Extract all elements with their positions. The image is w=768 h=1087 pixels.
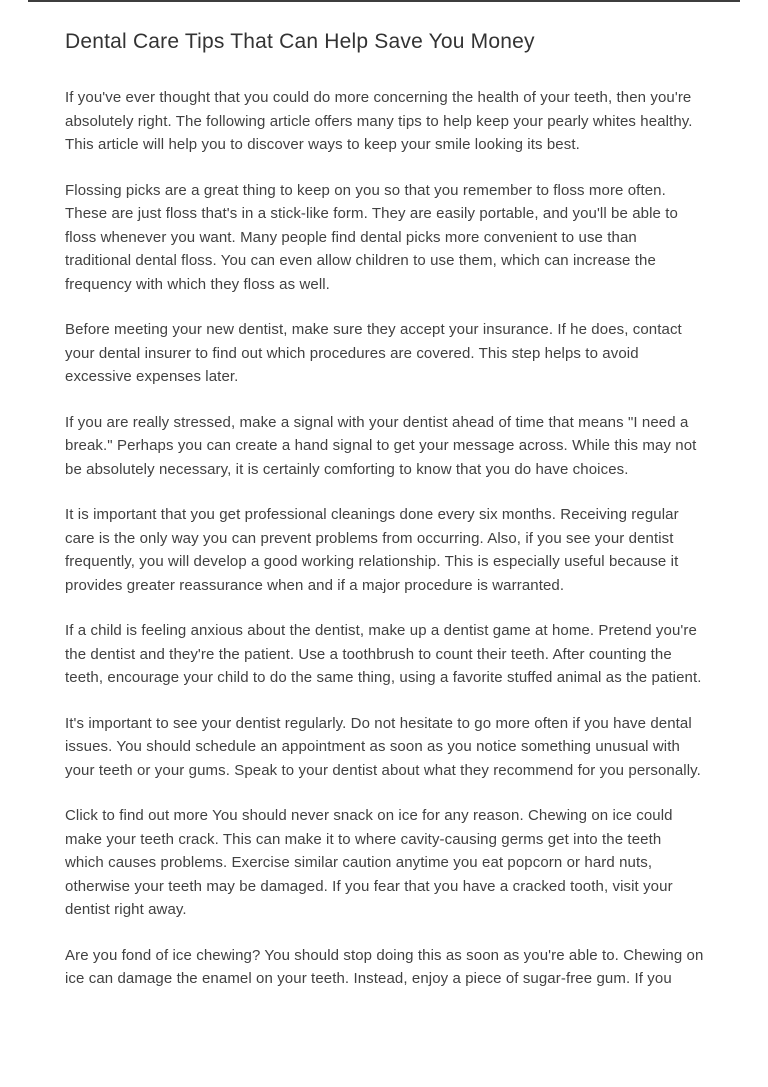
paragraph-9: Are you fond of ice chewing? You should stop doing this as soon as you're able to. Chewing on ice can damage the enamel on your teeth. Instead, enjoy a piece of sugar-free gum. If you: [65, 946, 704, 987]
paragraph-5: It is important that you get professional cleanings done every six months. Receiving regular care is the only way you can prevent problems from occurring. Also, if you see your dentist frequently, you will develop a good working relationship. This is especially useful because it provides greater reassurance when and if a major procedure is warranted.: [65, 506, 679, 594]
paragraph-4: If you are really stressed, make a signal with your dentist ahead of time that means "I need a break." Perhaps you can create a hand signal to get your message across. While this may not be absolutely necessary, it is certainly comforting to know that you do have choices.: [65, 413, 697, 478]
paragraph-1: If you've ever thought that you could do more concerning the health of your teeth, then you're absolutely right. The following article offers many tips to help keep your pearly whites healthy. This article will help you to discover ways to keep your smile looking its best.: [65, 89, 693, 153]
paragraph-6: If a child is feeling anxious about the dentist, make up a dentist game at home. Pretend you're the dentist and they're the patient. Use a toothbrush to count their teeth. After counting the teeth, encourage your child to do the same thing, using a favorite stuffed animal as the patient.: [65, 622, 702, 686]
top-border-line: [28, 0, 740, 2]
paragraph-8: Click to find out more You should never snack on ice for any reason. Chewing on ice could make your teeth crack. This can make it to where cavity-causing germs get into the teeth which causes problems. Exercise similar caution anytime you eat popcorn or hard nuts, otherwise your teeth may be damaged. If you fear that you have a cracked tooth, visit your dentist right away.: [65, 807, 673, 918]
paragraph-2: Flossing picks are a great thing to keep on you so that you remember to floss more often. These are just floss that's in a stick-like form. They are easily portable, and you'll be able to floss whenever you want. Many people find dental picks more convenient to use than traditional dental floss. You can even allow children to use them, which can increase the frequency with which they floss as well.: [65, 181, 678, 293]
paragraph-7: It's important to see your dentist regularly. Do not hesitate to go more often if you have dental issues. You should schedule an appointment as soon as you notice something unusual with your teeth or your gums. Speak to your dentist about what they recommend for you personally.: [65, 714, 701, 779]
paragraph-3: Before meeting your new dentist, make sure they accept your insurance. If he does, contact your dental insurer to find out which procedures are covered. This step helps to avoid excessive expenses later.: [65, 321, 682, 385]
document-title: Dental Care Tips That Can Help Save You Money: [65, 30, 535, 53]
